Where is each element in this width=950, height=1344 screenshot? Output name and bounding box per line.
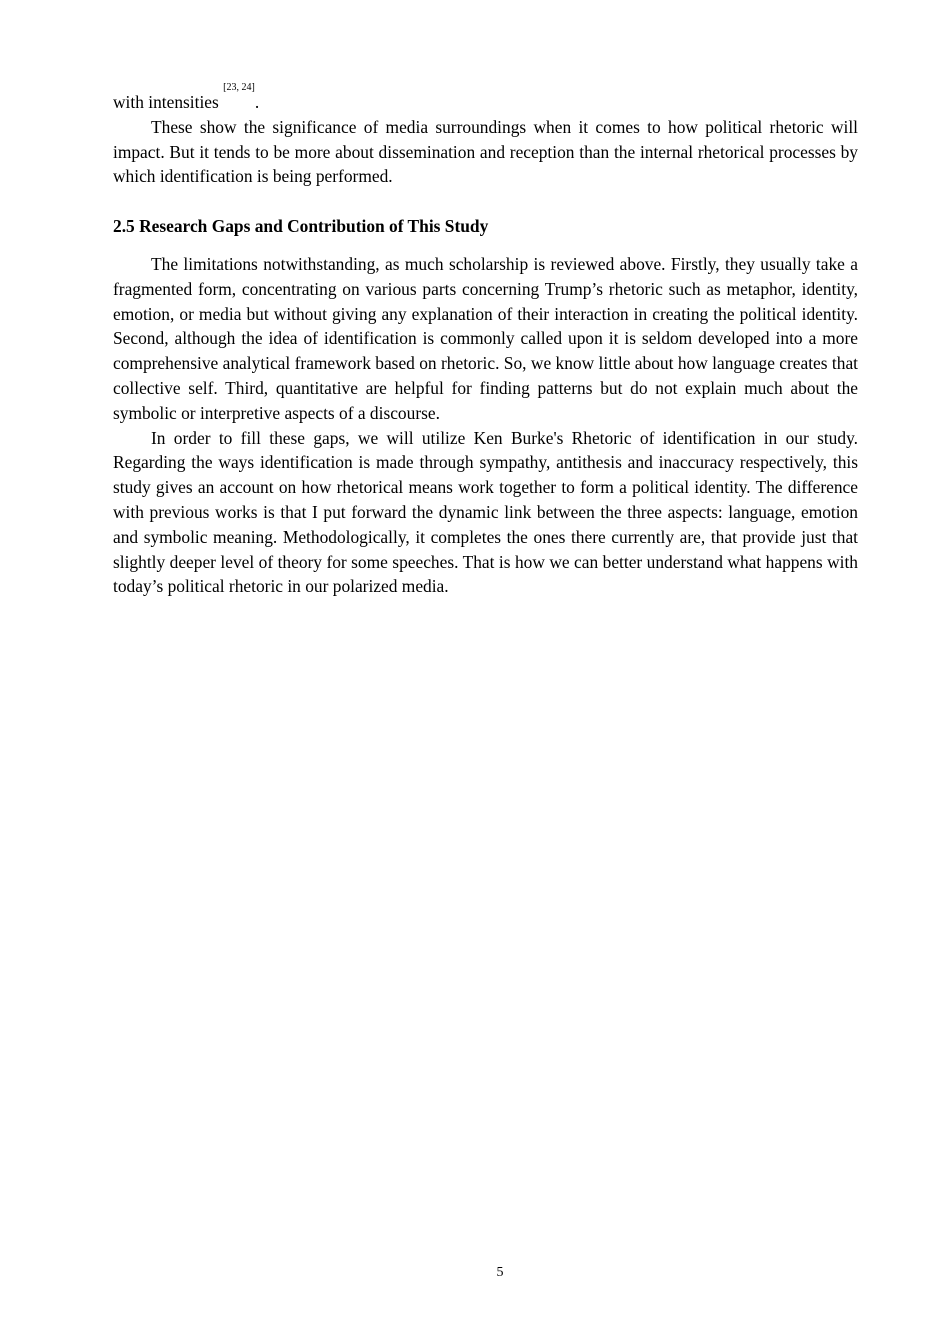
citation-ref[interactable]: [23, 24]: [223, 82, 255, 93]
page-body: [113, 82, 858, 599]
continuation-text: with intensities: [113, 92, 219, 112]
page-number: 5: [496, 1265, 504, 1280]
continuation-line: [113, 82, 858, 115]
paragraph: The limitations notwithstanding, as much scholarship is reviewed above. Firstly, they usually take a fragmented form, concentrating on various parts concerning Trump’s rhetoric such as metaphor, identity, emotion, or media but without giving any explanation of their interaction in creating the political identity. Second, although the idea of identification is commonly called upon it is seldom developed into a more comprehensive analytical framework based on rhetoric. So, we know little about how language creates that collective self. Third, quantitative are helpful for finding patterns but do not explain much about the symbolic or interpretive aspects of a discourse.: [113, 253, 858, 423]
paragraph: In order to fill these gaps, we will utilize Ken Burke's Rhetoric of identification in our study. Regarding the ways identification is made through sympathy, antithesis and inaccuracy respectively, this study gives an account on how rhetorical means work together to form a political identity. The difference with previous works is that I put forward the dynamic link between the three aspects: language, emotion and symbolic meaning. Methodologically, it completes the ones there currently are, that provide just that slightly deeper level of theory for some speeches. That is how we can better understand what happens with today’s political rhetoric in our polarized media.: [113, 427, 858, 597]
section-heading: 2.5 Research Gaps and Contribution of This Study: [113, 216, 489, 237]
continuation-period: .: [254, 92, 260, 112]
paragraph: These show the significance of media surroundings when it comes to how political rhetoric will impact. But it tends to be more about dissemination and reception than the internal rhetorical processes by which identification is being performed.: [113, 116, 858, 187]
